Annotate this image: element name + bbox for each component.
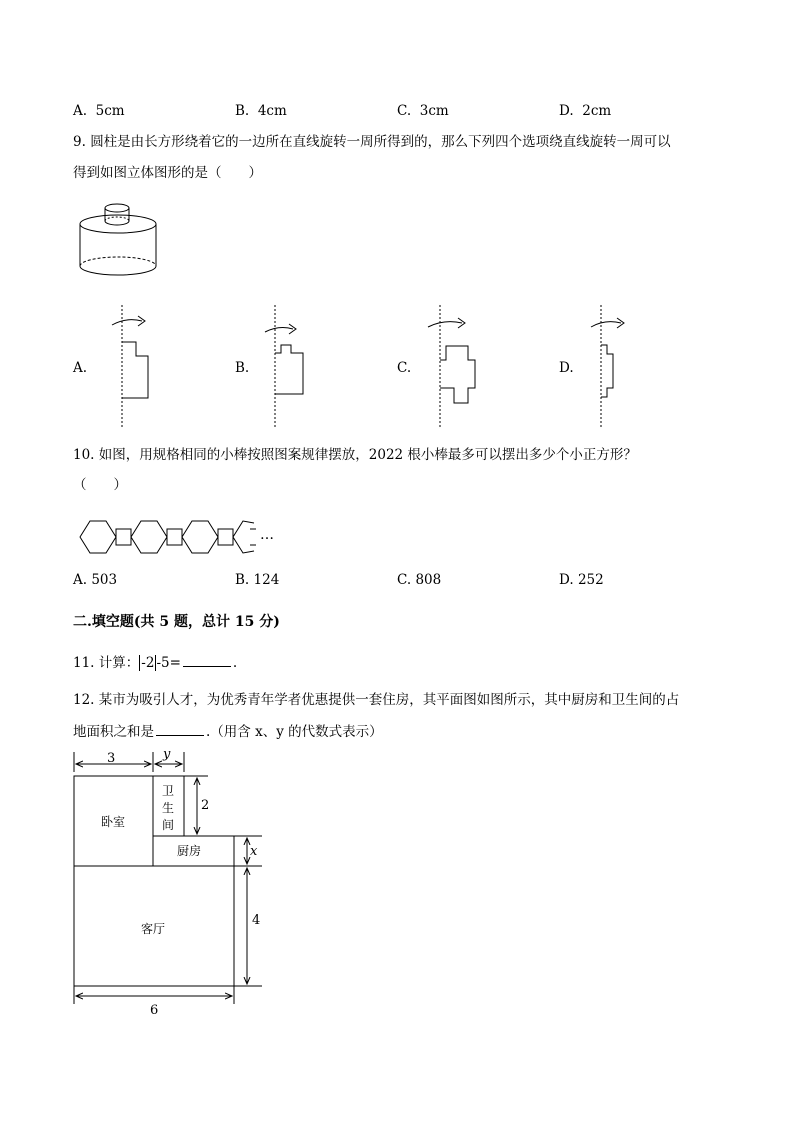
q11-line: 11. 计算： -2 -5= . (73, 652, 237, 672)
room-bath-2: 生 (162, 801, 175, 815)
q10-line2: （ ） (73, 477, 127, 493)
dim-right-top: 2 (201, 798, 210, 813)
q9-option-c-figure (426, 305, 486, 430)
q10-option-a: A. 503 (73, 572, 118, 588)
q8-option-b: B. 4cm (235, 103, 287, 119)
q9-option-a-label: A. (73, 360, 88, 376)
q12-floor-plan (66, 742, 276, 1027)
q9-option-c-label: C. (397, 360, 412, 376)
dim-right-bottom: 4 (252, 913, 261, 928)
q10-option-b: B. 124 (235, 572, 280, 588)
q9-line2: 得到如图立体图形的是（ ） (73, 165, 262, 181)
q12-answer-blank (156, 721, 204, 736)
section2-title: 二.填空题(共 5 题，总计 15 分) (73, 614, 280, 630)
q12-line1: 12. 某市为吸引人才，为优秀青年学者优惠提供一套住房，其平面图如图所示，其中厨房和卫生间的占 (73, 692, 680, 708)
q8-option-d: D. 2cm (559, 103, 612, 119)
q9-line1: 9. 圆柱是由长方形绕着它的一边所在直线旋转一周所得到的，那么下列四个选项绕直线旋转一周可以 (73, 134, 671, 150)
room-bedroom: 卧室 (101, 815, 126, 829)
q9-option-d-figure (587, 305, 637, 430)
q10-option-c: C. 808 (397, 572, 442, 588)
room-bath-1: 卫 (162, 784, 175, 798)
q9-option-b-figure (261, 305, 311, 430)
dim-right-mid: x (250, 844, 258, 859)
q9-option-a-figure (108, 305, 158, 430)
q10-pattern-figure (78, 515, 278, 560)
q10-ellipsis: … (260, 527, 274, 543)
q10-option-d: D. 252 (559, 572, 604, 588)
q9-solid-figure (78, 200, 168, 280)
room-kitchen: 厨房 (177, 844, 202, 858)
q8-option-a: A. 5cm (73, 103, 125, 119)
q8-option-c: C. 3cm (397, 103, 449, 119)
dim-top-right: y (163, 747, 171, 762)
room-bath-3: 间 (162, 818, 175, 832)
room-living: 客厅 (141, 922, 166, 936)
q12-line2: 地面积之和是 .（用含 x、y 的代数式表示） (73, 721, 383, 741)
q10-line1: 10. 如图，用规格相同的小棒按照图案规律摆放，2022 根小棒最多可以摆出多少个小正方形？ (73, 447, 637, 463)
q9-option-b-label: B. (235, 360, 250, 376)
q9-option-d-label: D. (559, 360, 574, 376)
dim-bottom: 6 (150, 1003, 159, 1018)
dim-top-left: 3 (107, 751, 116, 766)
q11-answer-blank (183, 652, 231, 667)
q11-abs-value: -2 (141, 655, 155, 671)
